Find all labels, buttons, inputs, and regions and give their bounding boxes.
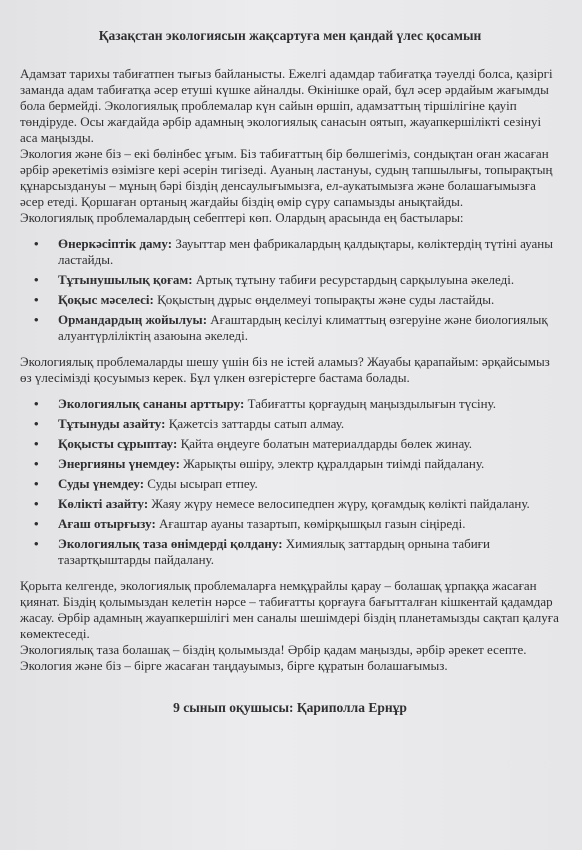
solution-term: Энергияны үнемдеу: (58, 456, 180, 471)
solution-text: Суды ысырап етпеу. (144, 476, 258, 491)
bullet-icon: • (34, 416, 39, 431)
conclusion-paragraph-2: Экологиялық таза болашақ – біздің қолымызда! Әрбір қадам маңызды, әрбір әрекет есепте. Экология және біз – бірге жасаған таңдауымыз, бірге құратын болашағымыз. (20, 642, 527, 673)
bullet-icon: • (34, 236, 39, 251)
list-item (34, 516, 560, 532)
bullet-icon: • (34, 456, 39, 471)
solutions-list (20, 396, 560, 568)
solution-term: Ағаш отырғызу: (58, 516, 156, 531)
list-item (34, 272, 560, 288)
solution-text: Жарықты өшіру, электр құралдарын тиімді пайдалану. (179, 456, 485, 471)
list-item (34, 416, 560, 432)
cause-text: Зауыттар мен фабрикалардың қалдықтары, көліктердің түтіні ауаны ластайды. (58, 236, 553, 267)
cause-text: Артық тұтыну табиғи ресурстардың сарқылуына әкеледі. (192, 272, 515, 287)
solution-term: Суды үнемдеу: (58, 476, 145, 491)
intro-paragraph-3: Экологиялық проблемалардың себептері көп. Олардың арасында ең бастылары: (20, 210, 464, 225)
solution-text: Табиғатты қорғаудың маңыздылығын түсіну. (244, 396, 497, 411)
bullet-icon: • (34, 536, 39, 551)
cause-term: Өнеркәсіптік даму: (58, 236, 173, 251)
cause-text: Қоқыстың дұрыс өңделмеуі топырақты және суды ластайды. (153, 292, 495, 307)
conclusion-paragraph-1: Қорыта келгенде, экологиялық проблемаларға немқұрайлы қарау – болашақ ұрпаққа жасаған қиянат. Біздің қолымыздан келетін нәрсе – табиғатты қорғауға бағытталған кішкентай қадамдар жасау. Әрбір адамның жауапкершілігі мен саналы шешімдері біздің планетамызды сақтап қалуға көмектеседі. (20, 578, 559, 641)
solution-term: Қоқысты сұрыптау: (58, 436, 178, 451)
intro-paragraph-2: Экология және біз – екі бөлінбес ұғым. Біз табиғаттың бір бөлшегіміз, сондықтан оған жасаған әрбір әрекетіміз өзімізге кері әсерін тигізеді. Ауаның ластануы, судың тапшылығы, топырақтың құнарсыздануы – мұның бәрі біздің денсаулығымызға, ел-аукатымызға және болашағымызға әсер етеді. Қоршаған ортаның жағдайы біздің өмір сүру сапамызды анықтайды. (20, 146, 553, 209)
solution-term: Экологиялық сананы арттыру: (58, 396, 245, 411)
bullet-icon: • (34, 516, 39, 531)
bullet-icon: • (34, 436, 39, 451)
causes-list (20, 236, 560, 344)
cause-term: Тұтынушылық қоғам: (58, 272, 193, 287)
solution-text: Химиялық заттардың орнына табиғи тазартқыштарды пайдалану. (58, 536, 490, 567)
solution-term: Көлікті азайту: (58, 496, 149, 511)
solution-text: Ағаштар ауаны тазартып, көмірқышқыл газын сіңіреді. (155, 516, 466, 531)
student-signature: 9 сынып оқушысы: Қариполла Ернұр (173, 700, 407, 715)
list-item (34, 312, 560, 344)
list-item (34, 292, 560, 308)
cause-term: Қоқыс мәселесі: (58, 292, 154, 307)
bullet-icon: • (34, 476, 39, 491)
cause-text: Ағаштардың кесілуі климаттың өзгеруіне және биологиялық алуантүрліліктің азаюына әкеледі. (58, 312, 548, 343)
bullet-icon: • (34, 292, 39, 307)
list-item (34, 236, 560, 268)
solution-text: Қайта өңдеуге болатын материалдарды бөлек жинау. (177, 436, 473, 451)
cause-term: Ормандардың жойылуы: (58, 312, 208, 327)
bullet-icon: • (34, 496, 39, 511)
list-item (34, 456, 560, 472)
list-item (34, 436, 560, 452)
list-item (34, 536, 560, 568)
list-item (34, 396, 560, 412)
solution-term: Тұтынуды азайту: (58, 416, 166, 431)
list-item (34, 496, 560, 512)
solution-text: Қажетсіз заттарды сатып алмау. (165, 416, 345, 431)
solutions-intro: Экологиялық проблемаларды шешу үшін біз не істей аламыз? Жауабы қарапайым: әрқайсымыз өз үлесімізді қосуымыз керек. Бұл үлкен өзгерістерге бастама болады. (20, 354, 550, 385)
solution-text: Жаяу жүру немесе велосипедпен жүру, қоғамдық көлікті пайдалану. (148, 496, 530, 511)
list-item (34, 476, 560, 492)
bullet-icon: • (34, 312, 39, 327)
document-title: Қазақстан экологиясын жақсартуға мен қандай үлес қосамын (98, 28, 482, 43)
bullet-icon: • (34, 272, 39, 287)
solution-term: Экологиялық таза өнімдерді қолдану: (58, 536, 283, 551)
intro-paragraph-1: Адамзат тарихы табиғатпен тығыз байланысты. Ежелгі адамдар табиғатқа тәуелді болса, қазіргі заманда адам табиғатқа әсер етуші күшке айналды. Өкінішке орай, бұл әсер әрдайым жағымды бола бермейді. Экологиялық проблемалар күн сайын өршіп, адамзаттың тіршілігіне қауіп төндіруде. Осы жағдайда әрбір адамның экологиялық санасын оятып, жауапкершілікті сезінуі аса маңызды. (20, 66, 553, 145)
bullet-icon: • (34, 396, 39, 411)
